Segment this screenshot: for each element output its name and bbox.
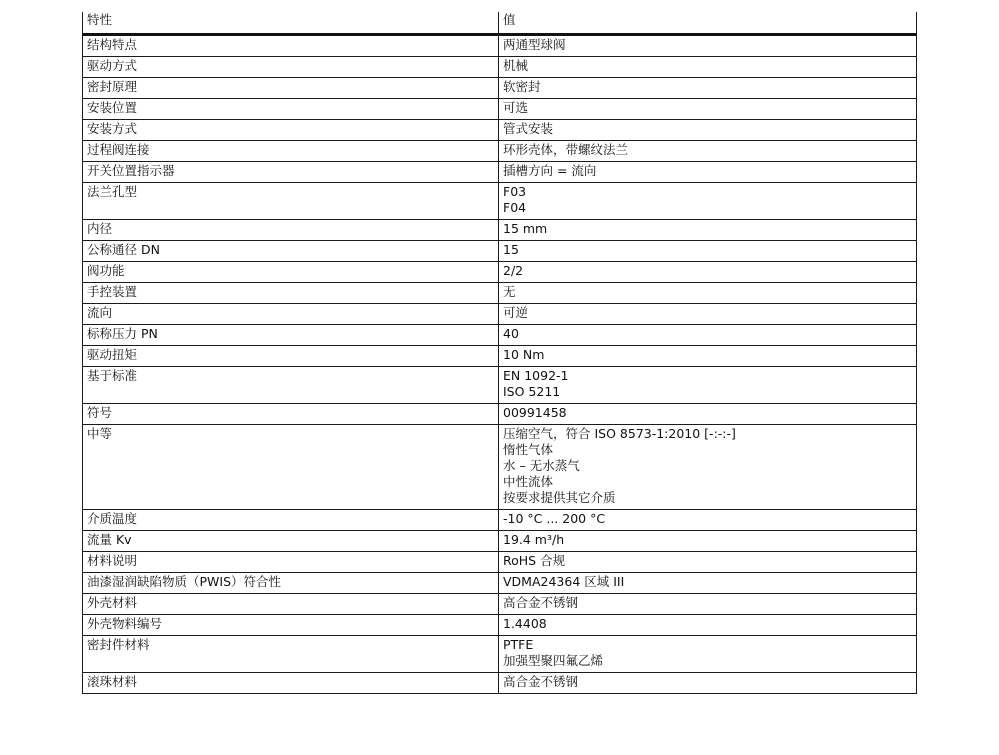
table-row — [83, 404, 917, 425]
value-line: 软密封 — [503, 79, 541, 94]
property-cell: 流量 Kv — [83, 531, 499, 552]
property-cell: 标称压力 PN — [83, 325, 499, 346]
property-cell: 内径 — [83, 220, 499, 241]
property-cell: 驱动方式 — [83, 57, 499, 78]
value-line: 高合金不锈钢 — [503, 674, 579, 689]
value-cell — [499, 346, 917, 367]
property-cell: 符号 — [83, 404, 499, 425]
value-line: EN 1092-1 — [503, 368, 569, 383]
value-cell — [499, 425, 917, 510]
table-row — [83, 262, 917, 283]
table-row — [83, 552, 917, 573]
property-cell: 驱动扭矩 — [83, 346, 499, 367]
property-cell: 阀功能 — [83, 262, 499, 283]
value-line: ISO 5211 — [503, 384, 561, 399]
value-line: 可选 — [503, 100, 529, 115]
value-cell — [499, 673, 917, 694]
table-row — [83, 636, 917, 673]
value-cell — [499, 220, 917, 241]
table-row — [83, 594, 917, 615]
table-row — [83, 304, 917, 325]
property-cell: 密封原理 — [83, 78, 499, 99]
value-cell — [499, 241, 917, 262]
table-row — [83, 35, 917, 57]
value-cell — [499, 573, 917, 594]
value-cell — [499, 367, 917, 404]
table-row — [83, 183, 917, 220]
value-cell — [499, 304, 917, 325]
value-cell — [499, 615, 917, 636]
property-cell: 手控装置 — [83, 283, 499, 304]
table-row — [83, 57, 917, 78]
property-cell: 材料说明 — [83, 552, 499, 573]
property-cell: 滚珠材料 — [83, 673, 499, 694]
value-line: 环形壳体，带螺纹法兰 — [503, 142, 629, 157]
value-line: -10 °C ... 200 °C — [503, 511, 606, 526]
value-line: 无 — [503, 284, 516, 299]
value-cell — [499, 78, 917, 99]
value-line: 1.4408 — [503, 616, 547, 631]
value-cell — [499, 57, 917, 78]
value-cell — [499, 325, 917, 346]
table-row — [83, 283, 917, 304]
value-cell — [499, 162, 917, 183]
table-row — [83, 141, 917, 162]
value-line: 40 — [503, 326, 519, 341]
spec-table-body — [83, 35, 917, 694]
value-line: 15 — [503, 242, 519, 257]
table-row — [83, 673, 917, 694]
value-line: 2/2 — [503, 263, 524, 278]
property-cell: 流向 — [83, 304, 499, 325]
property-cell: 介质温度 — [83, 510, 499, 531]
value-cell — [499, 531, 917, 552]
table-row — [83, 78, 917, 99]
value-line: VDMA24364 区域 III — [503, 574, 625, 589]
value-line: 10 Nm — [503, 347, 545, 362]
value-cell — [499, 183, 917, 220]
value-line: 惰性气体 — [503, 442, 554, 457]
value-cell — [499, 35, 917, 57]
property-cell: 过程阀连接 — [83, 141, 499, 162]
value-line: 可逆 — [503, 305, 529, 320]
property-cell: 结构特点 — [83, 35, 499, 57]
value-line: 机械 — [503, 58, 529, 73]
value-line: 00991458 — [503, 405, 567, 420]
property-cell: 中等 — [83, 425, 499, 510]
spec-sheet — [82, 12, 916, 694]
property-cell: 外壳物料编号 — [83, 615, 499, 636]
value-line: F04 — [503, 200, 527, 215]
table-header-row — [83, 12, 917, 35]
table-row — [83, 346, 917, 367]
table-row — [83, 573, 917, 594]
value-cell — [499, 283, 917, 304]
property-cell: 安装方式 — [83, 120, 499, 141]
table-row — [83, 220, 917, 241]
table-row — [83, 615, 917, 636]
table-row — [83, 241, 917, 262]
value-cell — [499, 510, 917, 531]
property-cell: 基于标准 — [83, 367, 499, 404]
value-line: 按要求提供其它介质 — [503, 490, 616, 505]
value-cell — [499, 262, 917, 283]
table-row — [83, 120, 917, 141]
property-cell: 开关位置指示器 — [83, 162, 499, 183]
value-line: 压缩空气，符合 ISO 8573-1:2010 [-:-:-] — [503, 426, 736, 441]
property-cell: 法兰孔型 — [83, 183, 499, 220]
table-row — [83, 367, 917, 404]
value-cell — [499, 99, 917, 120]
value-cell — [499, 594, 917, 615]
value-cell — [499, 636, 917, 673]
spec-table — [82, 12, 917, 694]
table-row — [83, 325, 917, 346]
value-line: F03 — [503, 184, 527, 199]
value-line: 加强型聚四氟乙烯 — [503, 653, 604, 668]
header-property: 特性 — [83, 12, 499, 35]
value-line: 高合金不锈钢 — [503, 595, 579, 610]
property-cell: 密封件材料 — [83, 636, 499, 673]
value-cell — [499, 141, 917, 162]
header-value: 值 — [499, 12, 917, 35]
table-row — [83, 425, 917, 510]
property-cell: 安装位置 — [83, 99, 499, 120]
value-line: 19.4 m³/h — [503, 532, 565, 547]
property-cell: 公称通径 DN — [83, 241, 499, 262]
table-row — [83, 162, 917, 183]
value-line: RoHS 合规 — [503, 553, 566, 568]
value-line: 15 mm — [503, 221, 548, 236]
value-cell — [499, 120, 917, 141]
property-cell: 外壳材料 — [83, 594, 499, 615]
value-line: 管式安装 — [503, 121, 554, 136]
value-cell — [499, 404, 917, 425]
table-row — [83, 99, 917, 120]
value-cell — [499, 552, 917, 573]
value-line: 两通型球阀 — [503, 37, 566, 52]
value-line: PTFE — [503, 637, 534, 652]
value-line: 水 – 无水蒸气 — [503, 458, 580, 473]
table-row — [83, 531, 917, 552]
table-row — [83, 510, 917, 531]
value-line: 中性流体 — [503, 474, 554, 489]
value-line: 插槽方向 = 流向 — [503, 163, 597, 178]
property-cell: 油漆湿润缺陷物质（PWIS）符合性 — [83, 573, 499, 594]
